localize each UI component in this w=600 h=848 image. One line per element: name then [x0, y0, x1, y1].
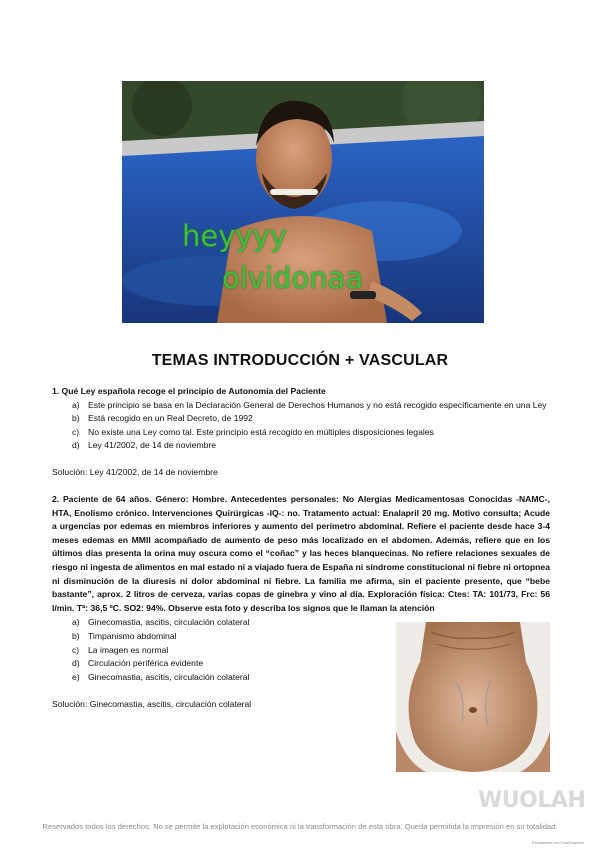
page-title: TEMAS INTRODUCCIÓN + VASCULAR — [151, 352, 449, 369]
question-2-text: 2. Paciente de 64 años. Género: Hombre. Antecedentes personales: No Alergias Medicamentosas Conocidas -NAMC-, HTA, Enolismo crónico. Intervenciones Quirúrgicas -IQ-: no. Tratamento actual: Enalapril 20 mg. Motivo consulta; Acude a urgencias por edemas en miembros inferiores y aumento del perímetro abdominal. Refiere el paciente desde hace 3-4 meses edemas en MMII acompañado de aumento de peso más localizado en el abdomen. Además, refiere que en los últimos días presenta la orina muy oscura como el “coñac” y las heces blanquecinas. No refiere relaciones sexuales de riesgo ni ingesta de alimentos en mal estado ni a viajado fuera de España ni síndrome constitucional ni fiebre ni ortopnea ni disminución de la diuresis ni dolor abdominal ni fiebre. La familia me afirma, sin el paciente presente, que “bebe bastante”, aprox. 2 litros de cerveza, varias copas de ginebra y vino al día. Exploración física: Ctes: TA: 101/73, Frc: 56 l/min. Tª: 36,5 ºC. SO2: 94%. Observe esta foto y describa los signos que le llaman la atención — [52, 494, 550, 613]
option-text: La imagen es normal — [88, 644, 169, 655]
clinical-photo — [396, 622, 550, 772]
option-item — [52, 412, 552, 426]
option-text: Ginecomastia, ascitis, circulación colateral — [88, 617, 250, 628]
option-item — [52, 399, 552, 413]
option-letter: b) — [72, 630, 80, 641]
question-1-options — [52, 399, 552, 453]
question-1-solution: Solución: Ley 41/2002, de 14 de noviembre — [52, 466, 218, 477]
option-letter: d) — [72, 658, 80, 669]
question-2-solution: Solución: Ginecomastia, ascitis, circulación colateral — [52, 699, 252, 710]
option-text: Ginecomastia, ascitis, circulación colateral — [88, 671, 250, 682]
option-text: Timpanismo abdominal — [88, 630, 177, 641]
option-text: Este principio se basa en la Declaración General de Derechos Humanos y no está recogido específicamente en una Ley — [88, 399, 547, 410]
option-letter: a) — [72, 399, 80, 410]
question-1 — [52, 385, 552, 480]
option-letter: c) — [72, 426, 80, 437]
meme-caption — [122, 81, 484, 323]
meme-photo — [122, 81, 484, 323]
option-item — [52, 426, 552, 440]
abdomen-illustration — [396, 622, 550, 772]
meme-caption-line1: heyyyy — [182, 219, 287, 253]
option-text: Circulación periférica evidente — [88, 658, 204, 669]
watermark-logo: WUOLAH — [478, 788, 586, 813]
footer-rights: Reservados todos los derechos. No se permite la explotación económica ni la transformación de esta obra. Queda permitida la impresión en su totalidad. — [42, 822, 558, 831]
scanner-note: Escaneado con CamScanner — [531, 840, 584, 845]
option-letter: c) — [72, 644, 80, 655]
option-letter: a) — [72, 617, 80, 628]
option-text: Está recogido en un Real Decreto, de 1992 — [88, 413, 253, 424]
option-item — [52, 439, 552, 453]
option-text: Ley 41/2002, de 14 de noviembre — [88, 440, 217, 451]
option-letter: e) — [72, 671, 80, 682]
option-letter: d) — [72, 440, 80, 451]
option-letter: b) — [72, 413, 80, 424]
question-1-text: 1. Qué Ley española recoge el principio de Autonomía del Paciente — [52, 386, 326, 396]
meme-caption-line2: olvidonaa — [222, 261, 364, 295]
option-text: No existe una Ley como tal. Este principio está recogido en múltiples disposiciones legales — [88, 426, 434, 437]
